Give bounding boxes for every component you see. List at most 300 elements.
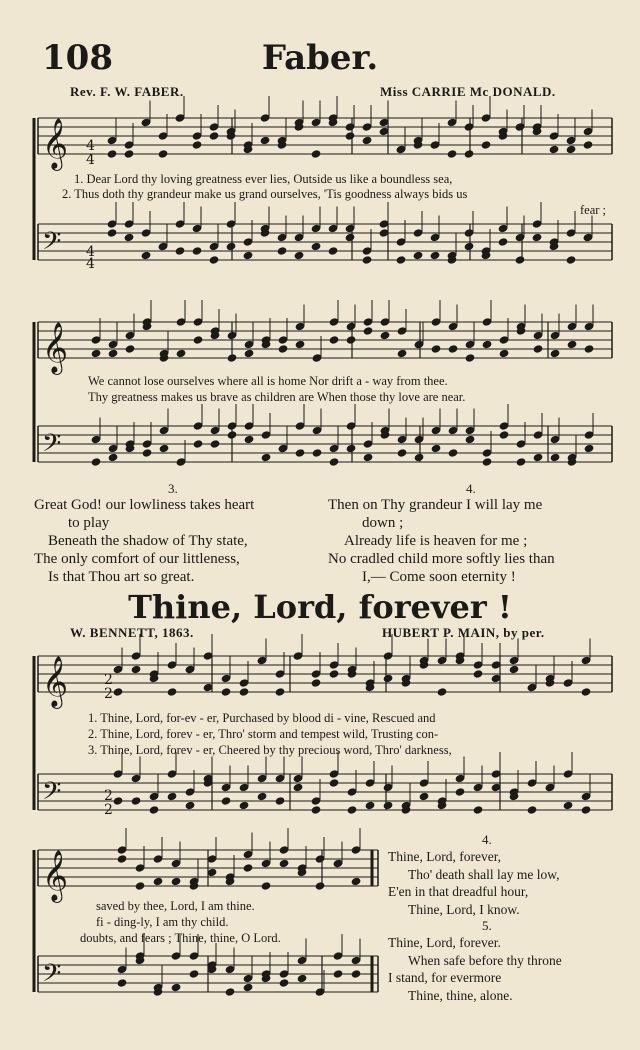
verse-line: When safe before thy throne <box>408 952 562 968</box>
time-signature: 4 <box>86 138 95 154</box>
hymn2-line1-verse2: 2. Thine, Lord, forev - er, Thro' storm and tempest wild, Trusting con- <box>88 727 439 741</box>
note-head <box>311 797 321 805</box>
verse-line: Already life is heaven for me ; <box>344 533 528 549</box>
note-head <box>243 864 253 872</box>
note-head <box>275 774 285 782</box>
note-head <box>311 670 321 678</box>
note-head <box>566 145 576 153</box>
note-head <box>315 988 325 996</box>
verse-line: Beneath the shadow of Thy state, <box>48 533 248 549</box>
hymn1-line1-verse2-end: fear ; <box>580 203 607 217</box>
note-head <box>346 444 356 452</box>
note-head <box>294 251 304 259</box>
verse-line: Then on Thy grandeur I will lay me <box>328 497 543 513</box>
note-head <box>583 233 593 241</box>
note-head <box>203 652 213 660</box>
note-head <box>261 882 271 890</box>
bass-clef-icon: 𝄢 <box>42 429 62 464</box>
note-head <box>581 688 591 696</box>
note-head <box>91 336 101 344</box>
note-head <box>158 150 168 158</box>
note-head <box>329 661 339 669</box>
note-head <box>379 118 389 126</box>
note-head <box>516 458 526 466</box>
note-head <box>362 256 372 264</box>
verse-line: No cradled child more softly lies than <box>328 551 555 567</box>
note-head <box>131 774 141 782</box>
time-signature: 2 <box>104 686 113 702</box>
note-head <box>261 859 271 867</box>
note-head <box>347 806 357 814</box>
note-head <box>227 354 237 362</box>
note-head <box>141 229 151 237</box>
note-head <box>351 970 361 978</box>
verse-line: Thine, Lord, I know. <box>408 901 520 917</box>
note-head <box>189 970 199 978</box>
note-head <box>275 670 285 678</box>
note-head <box>142 440 152 448</box>
note-head <box>583 141 593 149</box>
note-head <box>159 444 169 452</box>
note-head <box>192 224 202 232</box>
note-head <box>207 868 217 876</box>
note-head <box>567 322 577 330</box>
note-head <box>563 770 573 778</box>
note-head <box>185 801 195 809</box>
note-head <box>135 882 145 890</box>
note-head <box>363 440 373 448</box>
note-head <box>107 150 117 158</box>
note-head <box>275 688 285 696</box>
note-head <box>581 792 591 800</box>
note-head <box>566 229 576 237</box>
verse-line: I,— Come soon eternity ! <box>362 569 516 585</box>
note-head <box>509 665 519 673</box>
note-head <box>549 132 559 140</box>
note-head <box>584 444 594 452</box>
note-head <box>328 247 338 255</box>
note-head <box>261 453 271 461</box>
note-head <box>329 336 339 344</box>
note-head <box>329 770 339 778</box>
note-head <box>312 449 322 457</box>
note-head <box>473 670 483 678</box>
note-head <box>293 783 303 791</box>
hymn2-music-credit: HUBERT P. MAIN, by per. <box>382 625 545 640</box>
hymn2-line2-verse3: doubts, and fears ; Thine, thine, O Lord. <box>80 931 281 945</box>
treble-clef-icon: 𝄞 <box>42 656 69 707</box>
note-head <box>482 449 492 457</box>
note-head <box>193 336 203 344</box>
note-head <box>124 233 134 241</box>
note-head <box>279 846 289 854</box>
note-head <box>351 956 361 964</box>
note-head <box>533 431 543 439</box>
hymn-title-thine-lord-forever: Thine, Lord, forever ! <box>128 588 512 626</box>
note-head <box>297 974 307 982</box>
note-head <box>365 801 375 809</box>
note-head <box>532 233 542 241</box>
hymn1-line1-verse2: 2. Thus doth thy grandeur make us grand ourselves, 'Tis goodness always bids us <box>62 187 468 201</box>
note-head <box>209 132 219 140</box>
note-head <box>108 453 118 461</box>
note-head <box>311 150 321 158</box>
note-head <box>226 220 236 228</box>
note-head <box>345 132 355 140</box>
note-head <box>448 426 458 434</box>
note-head <box>189 952 199 960</box>
note-head <box>532 220 542 228</box>
time-signature: 4 <box>86 256 95 272</box>
verse-line: I stand, for evermore <box>388 970 502 985</box>
note-head <box>260 136 270 144</box>
note-head <box>413 229 423 237</box>
note-head <box>351 877 361 885</box>
note-head <box>499 431 509 439</box>
note-head <box>362 123 372 131</box>
hymn2-verse4 <box>388 848 560 918</box>
hymn1-verse4-number: 4. <box>466 481 476 496</box>
note-head <box>447 118 457 126</box>
note-head <box>379 220 389 228</box>
note-head <box>243 238 253 246</box>
note-head <box>207 855 217 863</box>
note-head <box>141 118 151 126</box>
note-head <box>346 336 356 344</box>
note-head <box>295 449 305 457</box>
note-head <box>397 435 407 443</box>
note-head <box>333 859 343 867</box>
note-head <box>117 855 127 863</box>
note-head <box>363 318 373 326</box>
note-head <box>275 797 285 805</box>
verse-line: Is that Thou art so great. <box>48 569 195 585</box>
note-head <box>124 220 134 228</box>
note-head <box>176 458 186 466</box>
hymn2-verse4-number: 4. <box>482 832 492 847</box>
verse-line: Tho' death shall lay me low, <box>408 866 560 882</box>
note-head <box>239 783 249 791</box>
note-head <box>185 665 195 673</box>
note-head <box>192 247 202 255</box>
note-head <box>396 256 406 264</box>
note-head <box>533 453 543 461</box>
note-head <box>465 354 475 362</box>
note-head <box>430 141 440 149</box>
note-head <box>414 340 424 348</box>
note-head <box>113 797 123 805</box>
note-head <box>379 127 389 135</box>
note-head <box>431 426 441 434</box>
hymn1-line2-verse2: Thy greatness makes us brave as children are When those thy love are near. <box>88 390 466 404</box>
note-head <box>509 656 519 664</box>
note-head <box>257 774 267 782</box>
note-head <box>431 345 441 353</box>
note-head <box>499 422 509 430</box>
note-head <box>447 150 457 158</box>
hymn1-verse4 <box>328 496 555 586</box>
note-head <box>107 229 117 237</box>
note-head <box>550 349 560 357</box>
note-head <box>193 440 203 448</box>
note-head <box>481 114 491 122</box>
note-head <box>566 256 576 264</box>
note-head <box>380 318 390 326</box>
verse-line: Thine, Lord, forever, <box>388 849 502 864</box>
note-head <box>473 783 483 791</box>
note-head <box>491 661 501 669</box>
note-head <box>279 859 289 867</box>
note-head <box>329 444 339 452</box>
note-head <box>430 251 440 259</box>
note-head <box>311 806 321 814</box>
verse-line: Great God! our lowliness takes heart <box>34 497 255 513</box>
treble-clef-icon: 𝄞 <box>42 850 69 901</box>
note-head <box>221 797 231 805</box>
note-head <box>203 683 213 691</box>
note-head <box>142 449 152 457</box>
note-head <box>209 123 219 131</box>
hymn2-line1-verse1: 1. Thine, Lord, for-ev - er, Purchased by blood di - vine, Rescued and <box>88 711 436 725</box>
note-head <box>533 345 543 353</box>
note-head <box>293 652 303 660</box>
note-head <box>158 132 168 140</box>
verse-line: E'en in that dreadful hour, <box>388 884 529 899</box>
note-head <box>583 127 593 135</box>
note-head <box>431 318 441 326</box>
note-head <box>167 792 177 800</box>
note-head <box>464 150 474 158</box>
note-head <box>414 453 424 461</box>
note-head <box>498 224 508 232</box>
note-head <box>581 806 591 814</box>
note-head <box>295 340 305 348</box>
note-head <box>455 788 465 796</box>
note-head <box>365 779 375 787</box>
note-head <box>527 779 537 787</box>
note-head <box>362 136 372 144</box>
note-head <box>244 422 254 430</box>
note-head <box>431 444 441 452</box>
note-head <box>278 345 288 353</box>
note-head <box>581 656 591 664</box>
time-signature: 2 <box>104 802 113 818</box>
note-head <box>473 806 483 814</box>
note-head <box>550 435 560 443</box>
time-signature: 4 <box>86 152 95 168</box>
note-head <box>315 855 325 863</box>
hymn2-verse5-number: 5. <box>482 918 492 933</box>
note-head <box>277 247 287 255</box>
note-head <box>225 965 235 973</box>
note-head <box>397 327 407 335</box>
note-head <box>311 679 321 687</box>
note-head <box>277 233 287 241</box>
note-head <box>171 952 181 960</box>
verse-line: Thine, thine, alone. <box>408 987 513 1003</box>
note-head <box>345 224 355 232</box>
note-head <box>91 458 101 466</box>
hymn2-line1-verse3: 3. Thine, Lord, forev - er, Cheered by thy precious word, Thro' darkness, <box>88 743 452 757</box>
hymn2-line2-verse2: fi - ding-ly, I am thy child. <box>96 915 229 929</box>
verse-line: The only comfort of our littleness, <box>34 551 240 567</box>
note-head <box>210 440 220 448</box>
note-head <box>482 318 492 326</box>
note-head <box>261 431 271 439</box>
note-head <box>175 114 185 122</box>
note-head <box>293 774 303 782</box>
note-head <box>584 431 594 439</box>
note-head <box>329 458 339 466</box>
note-head <box>131 797 141 805</box>
time-signature: 2 <box>104 672 113 688</box>
note-head <box>347 788 357 796</box>
note-head <box>482 340 492 348</box>
note-head <box>549 145 559 153</box>
note-head <box>491 770 501 778</box>
note-head <box>465 435 475 443</box>
note-head <box>482 458 492 466</box>
note-head <box>279 970 289 978</box>
note-head <box>244 340 254 348</box>
note-head <box>329 779 339 787</box>
note-head <box>491 674 501 682</box>
note-head <box>379 229 389 237</box>
note-head <box>192 141 202 149</box>
note-head <box>209 242 219 250</box>
note-head <box>141 251 151 259</box>
hymn1-line1-verse1: 1. Dear Lord thy loving greatness ever lies, Outside us like a boundless sea, <box>74 172 453 186</box>
note-head <box>108 340 118 348</box>
note-head <box>171 859 181 867</box>
note-head <box>315 882 325 890</box>
note-head <box>117 979 127 987</box>
note-head <box>430 233 440 241</box>
hymn1-verse3 <box>34 496 254 586</box>
note-head <box>167 688 177 696</box>
note-head <box>329 318 339 326</box>
note-head <box>550 331 560 339</box>
note-head <box>239 688 249 696</box>
time-signature: 4 <box>86 244 95 260</box>
note-head <box>125 345 135 353</box>
note-head <box>448 449 458 457</box>
note-head <box>243 974 253 982</box>
verse-line: Thine, Lord, forever. <box>388 935 501 950</box>
note-head <box>239 679 249 687</box>
note-head <box>244 349 254 357</box>
note-head <box>124 150 134 158</box>
note-head <box>176 318 186 326</box>
bass-clef-icon: 𝄢 <box>42 959 62 994</box>
hymn2-words-credit: W. BENNETT, 1863. <box>70 625 194 640</box>
note-head <box>333 952 343 960</box>
note-head <box>158 242 168 250</box>
note-head <box>584 345 594 353</box>
note-head <box>527 806 537 814</box>
bass-clef-icon: 𝄢 <box>42 227 62 262</box>
hymn1-verse3-number: 3. <box>168 481 178 496</box>
note-head <box>311 118 321 126</box>
note-head <box>419 779 429 787</box>
note-head <box>167 770 177 778</box>
note-head <box>396 145 406 153</box>
note-head <box>346 422 356 430</box>
note-head <box>257 792 267 800</box>
hymn2-line2-verse1: saved by thee, Lord, I am thine. <box>96 899 255 913</box>
note-head <box>499 336 509 344</box>
note-head <box>333 970 343 978</box>
note-head <box>345 123 355 131</box>
note-head <box>515 233 525 241</box>
note-head <box>226 242 236 250</box>
note-head <box>107 220 117 228</box>
note-head <box>153 877 163 885</box>
note-head <box>225 988 235 996</box>
hymn1-words-credit: Rev. F. W. FABER. <box>70 84 184 99</box>
note-head <box>295 322 305 330</box>
note-head <box>448 345 458 353</box>
note-head <box>192 132 202 140</box>
note-head <box>193 422 203 430</box>
note-head <box>239 801 249 809</box>
note-head <box>383 674 393 682</box>
note-head <box>397 349 407 357</box>
note-head <box>465 340 475 348</box>
note-head <box>329 670 339 678</box>
verse-line: to play <box>68 515 110 531</box>
note-head <box>311 224 321 232</box>
note-head <box>167 661 177 669</box>
note-head <box>297 956 307 964</box>
note-head <box>227 331 237 339</box>
note-head <box>244 435 254 443</box>
note-head <box>584 322 594 330</box>
note-head <box>419 792 429 800</box>
verse-line: down ; <box>362 515 404 531</box>
note-head <box>465 426 475 434</box>
note-head <box>210 426 220 434</box>
note-head <box>117 965 127 973</box>
note-head <box>351 846 361 854</box>
note-head <box>171 877 181 885</box>
note-head <box>176 349 186 357</box>
note-head <box>278 336 288 344</box>
note-head <box>363 453 373 461</box>
note-head <box>567 340 577 348</box>
note-head <box>131 665 141 673</box>
note-head <box>413 251 423 259</box>
note-head <box>473 661 483 669</box>
hymn1-line2-verse1: We cannot lose ourselves where all is home Nor drift a - way from thee. <box>88 374 448 388</box>
note-head <box>328 224 338 232</box>
note-head <box>91 435 101 443</box>
note-head <box>448 322 458 330</box>
note-head <box>243 251 253 259</box>
note-head <box>380 331 390 339</box>
note-head <box>515 123 525 131</box>
note-head <box>345 233 355 241</box>
note-head <box>243 983 253 991</box>
note-head <box>383 783 393 791</box>
note-head <box>533 331 543 339</box>
note-head <box>107 136 117 144</box>
treble-clef-icon: 𝄞 <box>42 118 69 169</box>
note-head <box>91 349 101 357</box>
note-head <box>491 783 501 791</box>
note-head <box>159 426 169 434</box>
note-head <box>131 652 141 660</box>
